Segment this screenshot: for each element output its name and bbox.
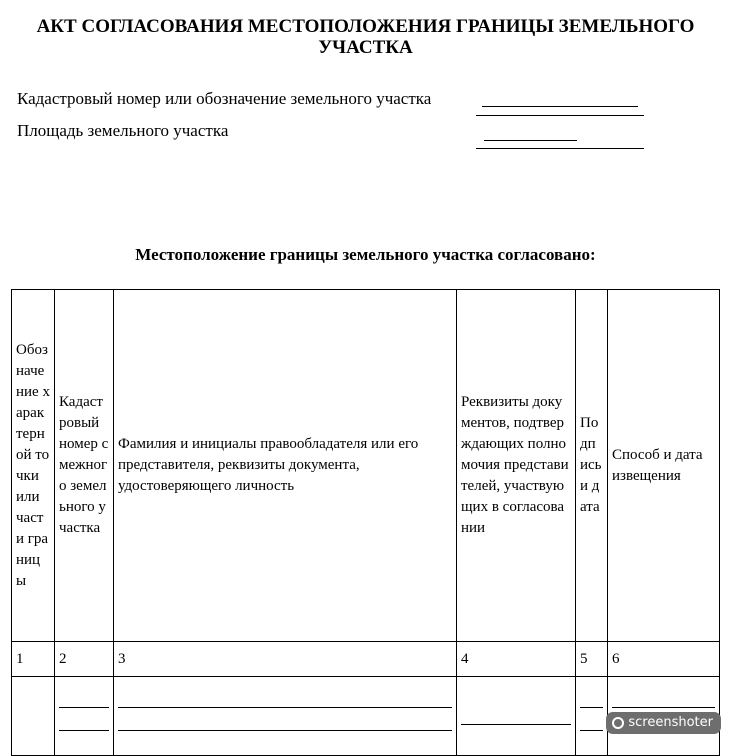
column-number: 1 xyxy=(12,642,55,677)
header-notice-method: Способ и дата извещения xyxy=(608,290,720,642)
screenshoter-watermark xyxy=(606,712,721,734)
column-number: 6 xyxy=(608,642,720,677)
cadastral-number-blank xyxy=(482,106,638,107)
approval-table xyxy=(11,289,720,756)
table-cell xyxy=(12,677,55,756)
cadastral-number-underline xyxy=(476,115,644,116)
table-cell xyxy=(457,677,576,756)
column-number: 3 xyxy=(114,642,457,677)
title-line-1: АКТ СОГЛАСОВАНИЯ МЕСТОПОЛОЖЕНИЯ ГРАНИЦЫ ЗЕМЕЛЬНОГО xyxy=(36,16,695,37)
header-point-designation: Обозначение характерной точки или части границы xyxy=(12,290,55,642)
title-line-2: УЧАСТКА xyxy=(318,37,413,58)
fill-line xyxy=(118,690,452,708)
table-cell xyxy=(114,677,457,756)
fill-line xyxy=(59,713,109,731)
cadastral-number-label: Кадастровый номер или обозначение земельного участка xyxy=(17,89,432,108)
column-number: 2 xyxy=(55,642,114,677)
table-cell xyxy=(55,677,114,756)
area-label: Площадь земельного участка xyxy=(17,121,229,140)
area-blank xyxy=(484,140,577,141)
header-signature-date: Подпись и дата xyxy=(576,290,608,642)
table-cell xyxy=(576,677,608,756)
area-underline xyxy=(476,148,644,149)
column-number: 4 xyxy=(457,642,576,677)
fill-line xyxy=(461,707,571,725)
fill-line xyxy=(118,713,452,731)
camera-icon xyxy=(612,717,624,729)
header-adjacent-cadastral: Кадастровый номер смежного земельного участка xyxy=(55,290,114,642)
fill-line xyxy=(580,690,603,708)
approval-subtitle: Местоположение границы земельного участка согласовано: xyxy=(135,245,596,264)
document-title xyxy=(0,16,731,58)
table-header-row xyxy=(12,290,720,642)
header-owner-name: Фамилия и инициалы правообладателя или его представителя, реквизиты документа, удостоверяющего личность xyxy=(114,290,457,642)
fill-line xyxy=(580,713,603,731)
fill-line xyxy=(59,690,109,708)
header-representative-docs: Реквизиты документов, подтверждающих полномочия представителей, участвующих в согласовании xyxy=(457,290,576,642)
fill-line xyxy=(612,690,715,708)
column-number: 5 xyxy=(576,642,608,677)
table-number-row xyxy=(12,642,720,677)
watermark-label: screenshoter xyxy=(628,715,713,730)
